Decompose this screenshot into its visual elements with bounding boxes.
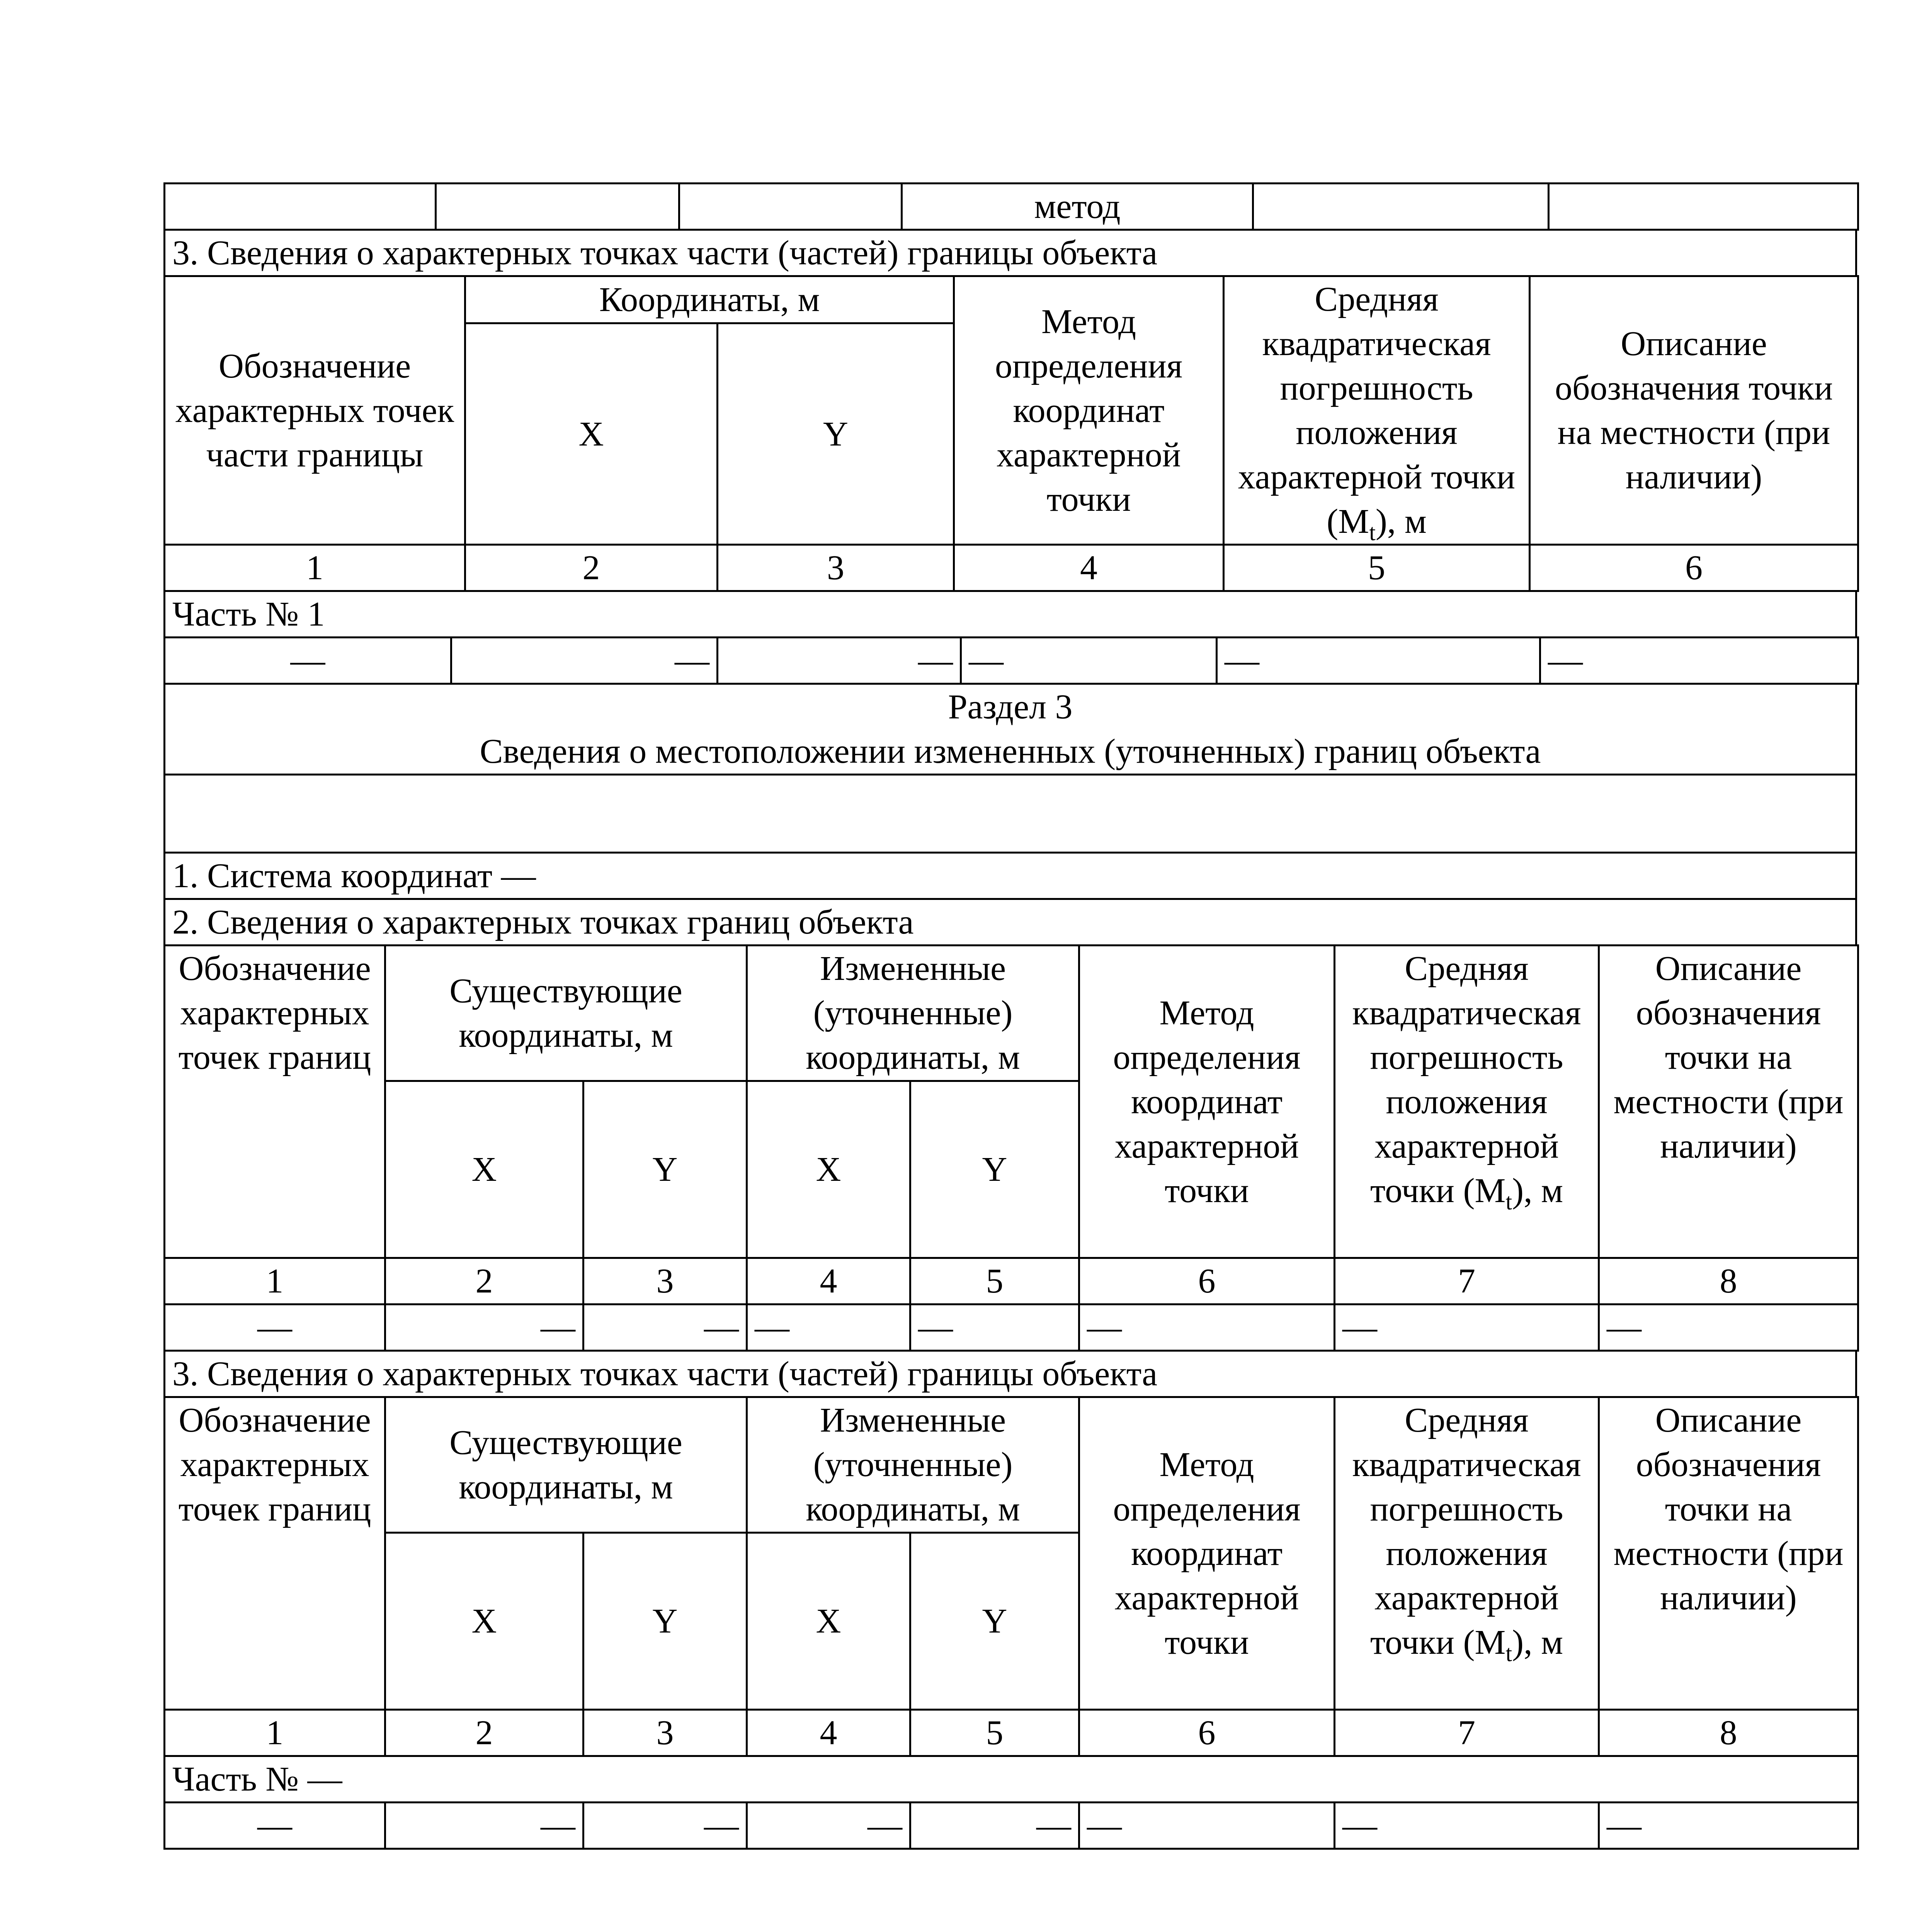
method-cell: метод — [902, 184, 1253, 230]
table-cell: — — [910, 1304, 1079, 1351]
header-y: Y — [910, 1081, 1079, 1258]
table-cell: — — [385, 1803, 583, 1849]
table-cell: — — [747, 1304, 910, 1351]
heading-3-table — [163, 1350, 1857, 1398]
table-cell: — — [1599, 1803, 1858, 1849]
col-number: 1 — [165, 545, 465, 591]
error-text: Средняя квадратическая погрешность положения характерной точки (M — [1352, 1401, 1581, 1662]
header-description: Описание обозначения точки на местности (при наличии) — [1530, 276, 1858, 545]
section-subtitle: Сведения о местоположении измененных (уточненных) границ объекта — [480, 732, 1541, 770]
header-existing: Существующие координаты, м — [385, 1397, 747, 1533]
table-cell: — — [910, 1803, 1079, 1849]
error-sub: t — [1505, 1641, 1512, 1666]
table-cell: — — [1335, 1803, 1599, 1849]
error-sub: t — [1505, 1189, 1512, 1214]
col-number: 1 — [165, 1710, 385, 1756]
col-number: 6 — [1530, 545, 1858, 591]
col-number: 1 — [165, 1258, 385, 1304]
table-cell: — — [1335, 1304, 1599, 1351]
empty-row — [165, 775, 1856, 853]
table-cell: — — [961, 638, 1217, 684]
error-text: Средняя квадратическая погрешность положения характерной точки (M — [1352, 949, 1581, 1210]
header-changed: Измененные (уточненные) координаты, м — [747, 1397, 1079, 1533]
table-cell: — — [1540, 638, 1858, 684]
table-cell: — — [1079, 1304, 1335, 1351]
table-cell: — — [1079, 1803, 1335, 1849]
header-x: X — [465, 323, 718, 545]
col-number: 4 — [954, 545, 1224, 591]
part-a-label — [163, 590, 1857, 638]
cell — [165, 184, 436, 230]
table-cell: — — [747, 1803, 910, 1849]
header-y: Y — [910, 1533, 1079, 1710]
section3-table-3 — [163, 1396, 1859, 1850]
header-existing: Существующие координаты, м — [385, 946, 747, 1081]
col-number: 6 — [1079, 1258, 1335, 1304]
header-x: X — [385, 1081, 583, 1258]
table-cell: — — [165, 1803, 385, 1849]
table-cell: — — [583, 1803, 747, 1849]
header-coords: Координаты, м — [465, 276, 954, 323]
part-a-row-table — [163, 636, 1859, 685]
col-number: 3 — [718, 545, 954, 591]
col-number: 4 — [747, 1258, 910, 1304]
header-y: Y — [718, 323, 954, 545]
col-number: 7 — [1335, 1258, 1599, 1304]
header-method: Метод определения координат характерной точки — [954, 276, 1224, 545]
header-x: X — [747, 1081, 910, 1258]
part-a-heading — [163, 229, 1857, 277]
top-row-table — [163, 182, 1859, 231]
col-number: 6 — [1079, 1710, 1335, 1756]
header-designation: Обозначение характерных точек границ — [165, 1397, 385, 1710]
col-number: 2 — [465, 545, 718, 591]
table-cell: — — [1599, 1304, 1858, 1351]
header-error — [1224, 276, 1530, 545]
cell — [1549, 184, 1858, 230]
section3-title — [165, 684, 1856, 775]
error-sub: t — [1369, 520, 1376, 545]
heading-2: 2. Сведения о характерных точках границ объекта — [165, 899, 1856, 946]
header-method: Метод определения координат характерной точки — [1079, 946, 1335, 1258]
table-cell: — — [718, 638, 961, 684]
col-number: 8 — [1599, 1710, 1858, 1756]
header-method: Метод определения координат характерной точки — [1079, 1397, 1335, 1710]
cell — [679, 184, 902, 230]
section3-title-table — [163, 683, 1857, 946]
col-number: 2 — [385, 1710, 583, 1756]
col-number: 4 — [747, 1710, 910, 1756]
error-text: Средняя квадратическая погрешность положения характерной точки (M — [1238, 280, 1516, 541]
error-unit: ), м — [1375, 502, 1427, 541]
header-designation: Обозначение характерных точек части границы — [165, 276, 465, 545]
col-number: 5 — [910, 1258, 1079, 1304]
table-cell: — — [1217, 638, 1540, 684]
table-cell: — — [451, 638, 718, 684]
col-number: 3 — [583, 1258, 747, 1304]
header-designation: Обозначение характерных точек границ — [165, 946, 385, 1258]
table-cell: — — [165, 638, 451, 684]
cell — [1253, 184, 1549, 230]
error-unit: ), м — [1512, 1172, 1563, 1210]
table-cell: — — [385, 1304, 583, 1351]
part-label: Часть № 1 — [165, 591, 1856, 638]
col-number: 5 — [1224, 545, 1530, 591]
col-number: 7 — [1335, 1710, 1599, 1756]
col-number: 2 — [385, 1258, 583, 1304]
table-cell: — — [583, 1304, 747, 1351]
part-label: Часть № — — [165, 1756, 1858, 1803]
header-y: Y — [583, 1081, 747, 1258]
error-unit: ), м — [1512, 1623, 1563, 1662]
header-error — [1335, 1397, 1599, 1710]
header-error — [1335, 946, 1599, 1258]
header-changed: Измененные (уточненные) координаты, м — [747, 946, 1079, 1081]
part-a-header-table — [163, 275, 1859, 592]
cell — [436, 184, 679, 230]
table-cell: — — [165, 1304, 385, 1351]
coord-system: 1. Система координат — — [165, 853, 1856, 899]
heading-3: 3. Сведения о характерных точках части (частей) границы объекта — [165, 1351, 1856, 1397]
header-x: X — [747, 1533, 910, 1710]
header-description: Описание обозначения точки на местности (при наличии) — [1599, 946, 1858, 1258]
col-number: 3 — [583, 1710, 747, 1756]
col-number: 8 — [1599, 1258, 1858, 1304]
section3-table-2 — [163, 944, 1859, 1352]
col-number: 5 — [910, 1710, 1079, 1756]
header-y: Y — [583, 1533, 747, 1710]
section-title: Раздел 3 — [948, 688, 1073, 726]
document-tables — [163, 0, 1857, 1927]
part-a-heading-text: 3. Сведения о характерных точках части (частей) границы объекта — [165, 230, 1856, 276]
header-description: Описание обозначения точки на местности (при наличии) — [1599, 1397, 1858, 1710]
header-x: X — [385, 1533, 583, 1710]
